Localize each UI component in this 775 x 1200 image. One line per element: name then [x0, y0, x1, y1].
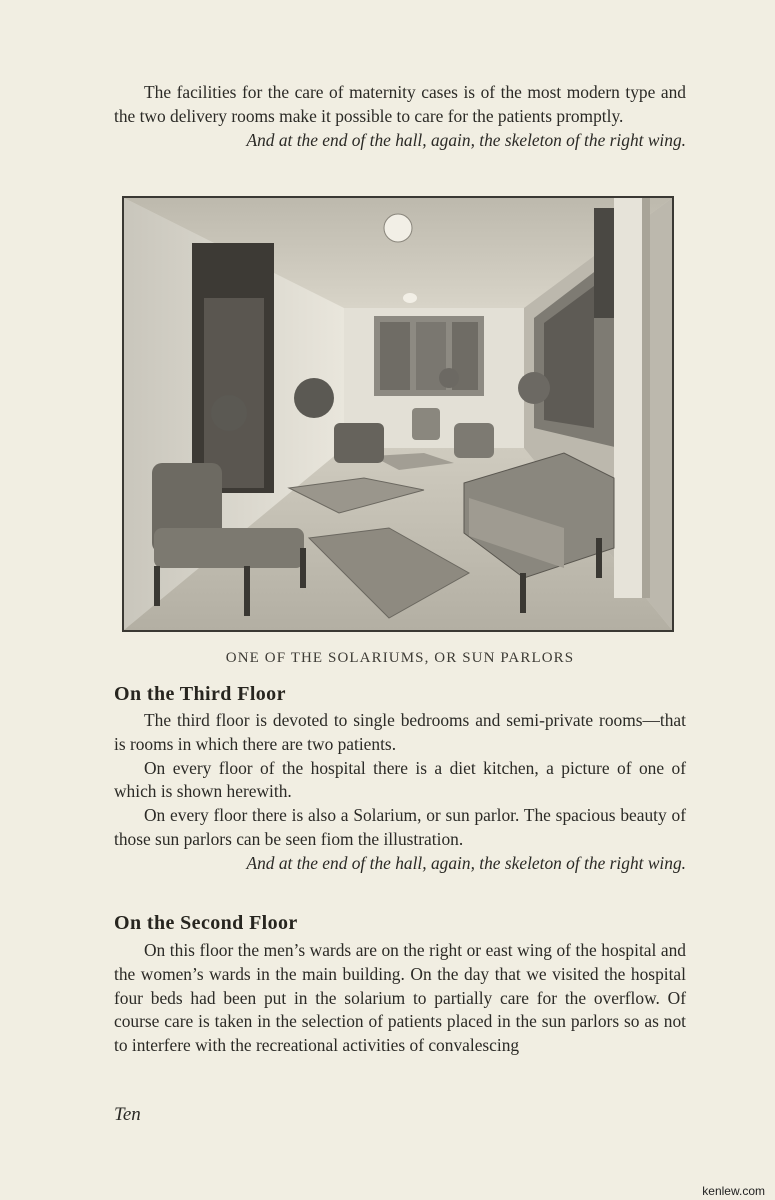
third-floor-paragraph-2: On every floor of the hospital there is a diet kitchen, a picture of one of which is shown herewith. — [114, 757, 686, 802]
intro-section — [114, 81, 686, 152]
page-number: Ten — [114, 1104, 141, 1125]
second-floor-section — [114, 939, 686, 1058]
third-floor-section — [114, 709, 686, 876]
third-floor-heading: On the Third Floor — [114, 683, 286, 705]
intro-paragraph: The facilities for the care of maternity cases is of the most modern type and the two delivery rooms make it possible to care for the patients promptly. — [114, 82, 686, 126]
intro-italic-line: And at the end of the hall, again, the skeleton of the right wing. — [246, 129, 686, 150]
photo-caption: ONE OF THE SOLARIUMS, OR SUN PARLORS — [225, 650, 575, 666]
third-floor-paragraph-1: The third floor is devoted to single bedrooms and semi-private rooms—that is rooms in which there are two patients. — [114, 710, 686, 754]
solarium-illustration — [124, 198, 672, 630]
third-floor-paragraph-3: On every floor there is also a Solarium, or sun parlor. The spacious beauty of those sun parlors can be seen fiom the illustration. — [114, 805, 686, 849]
third-floor-italic-line: And at the end of the hall, again, the skeleton of the right wing. — [246, 852, 686, 873]
second-floor-paragraph: On this floor the men’s wards are on the right or east wing of the hospital and the women’s wards in the main building. On the day that we visited the hospital four beds had been put in the solarium to partially care for the overflow. Of course care is taken in the selection of patients placed in the sun parlors so as not to interfere with the recreational activities of convalescing — [114, 940, 686, 1056]
solarium-photo — [122, 196, 674, 632]
second-floor-heading: On the Second Floor — [114, 912, 298, 934]
watermark: kenlew.com — [702, 1184, 765, 1198]
